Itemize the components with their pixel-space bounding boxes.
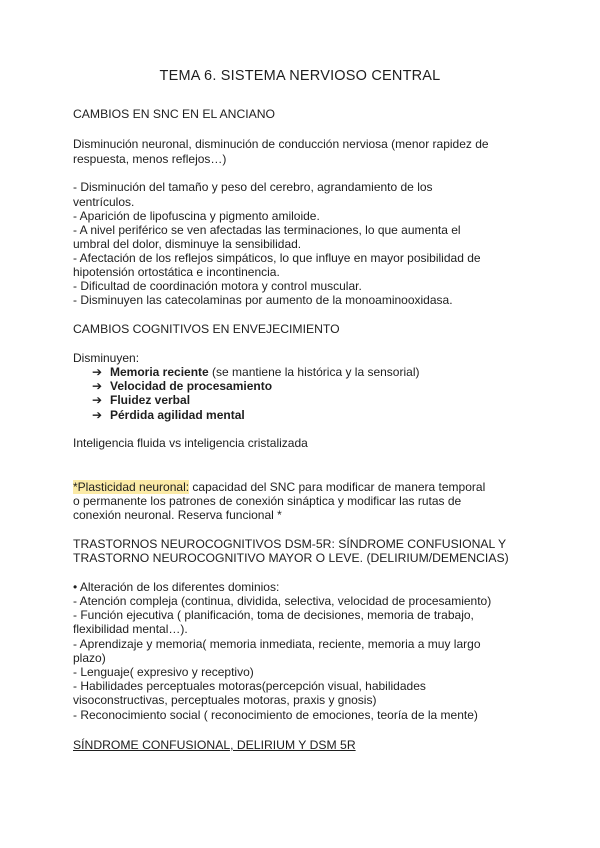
list-item: hipotensión ortostática e incontinencia.: [73, 265, 280, 279]
list-item: - Reconocimiento social ( reconocimiento de emociones, teoría de la mente): [73, 708, 478, 722]
arrow-bullet-item: [92, 365, 419, 380]
list-item: - Afectación de los reflejos simpáticos, lo que influye en mayor posibilidad de: [73, 251, 481, 265]
plasticity-line: [73, 480, 485, 495]
list-item: visoconstructivas, perceptuales motoras, praxis y gnosis): [73, 693, 377, 707]
arrow-right-icon: ➔: [92, 379, 103, 393]
document-title: TEMA 6. SISTEMA NERVIOSO CENTRAL: [159, 68, 441, 84]
arrow-right-icon: ➔: [92, 408, 103, 422]
paragraph-line: o permanente los patrones de conexión sináptica y modificar las rutas de: [73, 494, 462, 508]
paragraph-line: Disminución neuronal, disminución de conducción nerviosa (menor rapidez de: [73, 137, 489, 151]
list-item: - Aparición de lipofuscina y pigmento amiloide.: [73, 209, 320, 223]
list-item: ventrículos.: [73, 195, 135, 209]
plasticity-definition: capacidad del SNC para modificar de manera temporal: [189, 480, 486, 494]
bullet-bold-text: Memoria reciente: [110, 365, 209, 379]
bullet-bold-text: Velocidad de procesamiento: [110, 379, 273, 393]
highlighted-term: *Plasticidad neuronal:: [73, 480, 190, 494]
bullet-bold-text: Fluidez verbal: [110, 393, 191, 407]
section-heading-dsm: TRASTORNOS NEUROCOGNITIVOS DSM-5R: SÍNDROME CONFUSIONAL Y: [73, 537, 507, 551]
list-item: - Dificultad de coordinación motora y control muscular.: [73, 279, 362, 293]
list-item: - Atención compleja (continua, dividida, selectiva, velocidad de procesamiento): [73, 594, 492, 608]
bullet-rest-text: (se mantiene la histórica y la sensorial): [208, 365, 420, 379]
list-item: - Disminución del tamaño y peso del cerebro, agrandamiento de los: [73, 180, 433, 194]
list-item: - Disminuyen las catecolaminas por aumento de la monoaminooxidasa.: [73, 293, 453, 307]
list-item: umbral del dolor, disminuye la sensibilidad.: [73, 237, 302, 251]
arrow-bullet-item: [92, 379, 272, 394]
arrow-right-icon: ➔: [92, 365, 103, 379]
section-heading-snc: CAMBIOS EN SNC EN EL ANCIANO: [73, 107, 276, 121]
list-item: • Alteración de los diferentes dominios:: [73, 580, 280, 594]
lead-text: Disminuyen:: [73, 351, 140, 365]
list-item: plazo): [73, 651, 106, 665]
paragraph-line: Inteligencia fluida vs inteligencia cristalizada: [73, 436, 308, 450]
section-heading-delirium: SÍNDROME CONFUSIONAL, DELIRIUM Y DSM 5R: [73, 738, 356, 752]
list-item: - Aprendizaje y memoria( memoria inmediata, reciente, memoria a muy largo: [73, 637, 481, 651]
list-item: - A nivel periférico se ven afectadas las terminaciones, lo que aumenta el: [73, 223, 461, 237]
arrow-right-icon: ➔: [92, 393, 103, 407]
list-item: - Función ejecutiva ( planificación, toma de decisiones, memoria de trabajo,: [73, 608, 474, 622]
paragraph-line: respuesta, menos reflejos…): [73, 152, 227, 166]
list-item: - Habilidades perceptuales motoras(percepción visual, habilidades: [73, 679, 426, 693]
arrow-bullet-item: [92, 393, 190, 408]
bullet-bold-text: Pérdida agilidad mental: [110, 408, 245, 422]
arrow-bullet-item: [92, 408, 245, 423]
list-item: - Lenguaje( expresivo y receptivo): [73, 665, 254, 679]
list-item: flexibilidad mental…).: [73, 622, 188, 636]
paragraph-line: conexión neuronal. Reserva funcional *: [73, 508, 282, 522]
section-heading-dsm: TRASTORNO NEUROCOGNITIVO MAYOR O LEVE. (DELIRIUM/DEMENCIAS): [73, 551, 509, 565]
section-heading-cognitive: CAMBIOS COGNITIVOS EN ENVEJECIMIENTO: [73, 322, 340, 336]
